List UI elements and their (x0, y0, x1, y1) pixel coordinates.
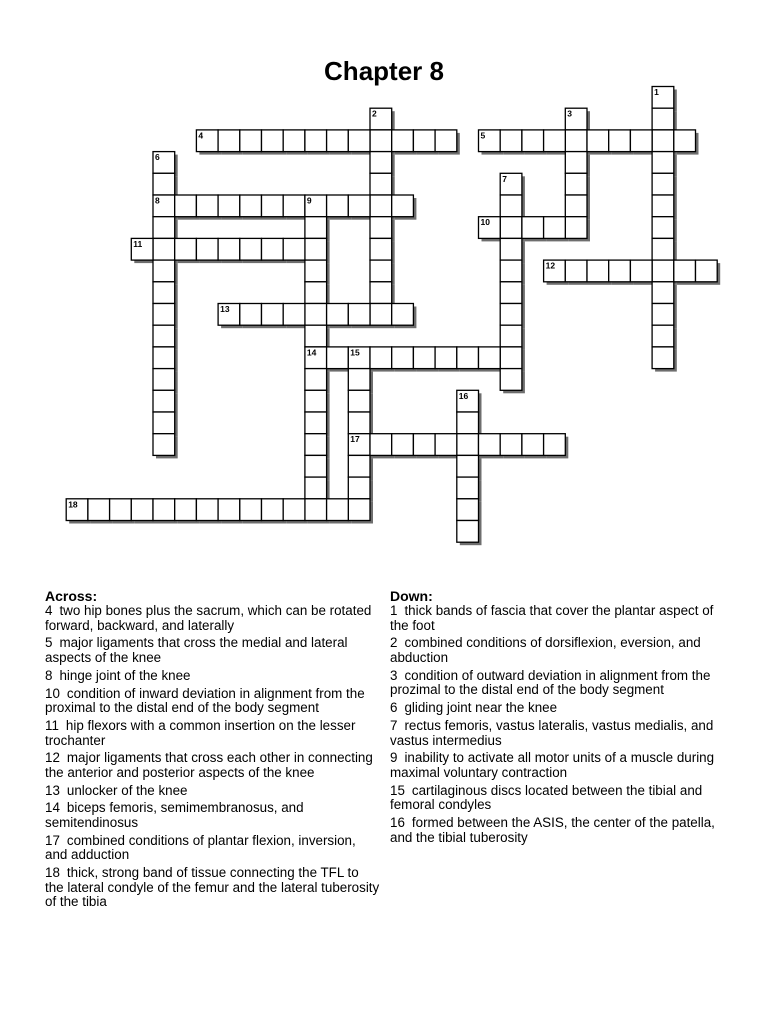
grid-cell[interactable] (630, 130, 652, 152)
grid-cell[interactable] (500, 347, 522, 369)
clue-number: 6 (390, 700, 398, 716)
down-clue (390, 751, 720, 780)
grid-cell[interactable] (500, 238, 522, 260)
across-clue (45, 866, 381, 910)
clue-text: two hip bones plus the sacrum, which can be rotated forward, backward, and laterally (45, 603, 372, 633)
grid-cell[interactable] (240, 238, 262, 260)
grid-cell[interactable] (153, 238, 175, 260)
grid-cell[interactable] (587, 130, 609, 152)
clue-number: 13 (45, 782, 60, 798)
cell-number: 5 (480, 130, 486, 141)
grid-cell[interactable] (305, 238, 327, 260)
grid-cell[interactable] (522, 217, 544, 239)
down-clue (390, 784, 720, 813)
grid-cell[interactable] (283, 304, 305, 326)
grid-cell[interactable] (88, 499, 110, 521)
grid-cell[interactable] (500, 282, 522, 304)
grid-cell[interactable] (544, 434, 566, 456)
clue-text: hip flexors with a common insertion on the lesser trochanter (45, 717, 356, 748)
grid-cell[interactable] (153, 282, 175, 304)
cell-number: 12 (545, 260, 556, 271)
grid-cell[interactable] (413, 130, 435, 152)
grid-cell[interactable] (522, 130, 544, 152)
across-clue-list (45, 604, 381, 910)
across-clue (45, 669, 381, 684)
grid-cell[interactable] (652, 347, 674, 369)
grid-cell[interactable] (457, 521, 479, 543)
clue-text: gliding joint near the knee (404, 700, 558, 716)
grid-cell[interactable] (565, 217, 587, 239)
clue-number: 14 (45, 800, 60, 816)
grid-cell[interactable] (348, 130, 370, 152)
cell-number: 16 (458, 390, 469, 401)
grid-cell[interactable] (652, 282, 674, 304)
across-clue (45, 687, 381, 716)
grid-cell[interactable] (500, 369, 522, 391)
grid-cell[interactable] (500, 130, 522, 152)
clue-number: 2 (390, 635, 398, 651)
grid-cell[interactable] (370, 238, 392, 260)
clue-number: 8 (45, 667, 53, 683)
cell-number: 18 (68, 499, 78, 510)
grid-cell[interactable] (457, 347, 479, 369)
clue-number: 11 (45, 717, 59, 733)
cell-number: 17 (350, 434, 360, 445)
grid-cell[interactable] (457, 434, 479, 456)
grid-cell[interactable] (500, 260, 522, 282)
grid-cell[interactable] (305, 282, 327, 304)
grid-cell[interactable] (327, 347, 349, 369)
grid-cell[interactable] (305, 455, 327, 477)
grid-cell[interactable] (305, 130, 327, 152)
grid-cell[interactable] (153, 173, 175, 195)
grid-cell[interactable] (609, 130, 631, 152)
grid-cell[interactable] (305, 477, 327, 499)
grid-cell[interactable] (218, 130, 240, 152)
grid-cell[interactable] (370, 173, 392, 195)
grid-cell[interactable] (262, 130, 284, 152)
grid-cell[interactable] (348, 499, 370, 521)
grid-cell[interactable] (131, 499, 153, 521)
clue-number: 9 (390, 750, 398, 766)
across-clues (45, 588, 381, 913)
grid-cell[interactable] (370, 304, 392, 326)
clue-number: 17 (45, 832, 60, 848)
clue-number: 12 (45, 750, 60, 766)
cell-number: 10 (480, 217, 490, 228)
down-clue (390, 669, 720, 698)
across-clue (45, 751, 381, 780)
cell-number: 7 (502, 173, 507, 184)
grid-cell[interactable] (370, 152, 392, 174)
grid-cell[interactable] (305, 369, 327, 391)
grid-cell[interactable] (652, 304, 674, 326)
grid-cell[interactable] (283, 238, 305, 260)
down-clue (390, 636, 720, 665)
grid-cell[interactable] (652, 238, 674, 260)
grid-cell[interactable] (305, 260, 327, 282)
cell-number: 6 (155, 152, 160, 163)
grid-cell[interactable] (153, 499, 175, 521)
grid-cell[interactable] (392, 304, 414, 326)
grid-cell[interactable] (153, 304, 175, 326)
clue-text: hinge joint of the knee (59, 667, 191, 683)
grid-cell[interactable] (327, 195, 349, 217)
grid-cell[interactable] (196, 499, 218, 521)
grid-cell[interactable] (175, 499, 197, 521)
grid-cell[interactable] (500, 195, 522, 217)
clue-text: unlocker of the knee (66, 782, 188, 798)
grid-cell[interactable] (413, 434, 435, 456)
across-heading: Across: (45, 588, 98, 604)
cell-number: 8 (155, 195, 160, 206)
grid-cell[interactable] (370, 347, 392, 369)
grid-cell[interactable] (609, 260, 631, 282)
grid-cell[interactable] (305, 412, 327, 434)
down-clue-list (390, 604, 720, 845)
grid-cell[interactable] (327, 499, 349, 521)
grid-cell[interactable] (370, 434, 392, 456)
grid-cell[interactable] (652, 108, 674, 130)
grid-cell[interactable] (479, 347, 501, 369)
clue-text: rectus femoris, vastus lateralis, vastus medialis, and vastus intermedius (390, 717, 714, 748)
grid-cell[interactable] (305, 304, 327, 326)
grid-cell[interactable] (457, 499, 479, 521)
grid-cell[interactable] (348, 455, 370, 477)
grid-cell[interactable] (457, 412, 479, 434)
grid-cell[interactable] (392, 195, 414, 217)
grid-cell[interactable] (240, 499, 262, 521)
clue-text: combined conditions of plantar flexion, inversion, and adduction (45, 832, 356, 863)
grid-cell[interactable] (240, 304, 262, 326)
down-clue (390, 719, 720, 748)
grid-cell[interactable] (305, 499, 327, 521)
grid-cell[interactable] (175, 238, 197, 260)
grid-cell[interactable] (348, 369, 370, 391)
grid-cell[interactable] (565, 152, 587, 174)
grid-cell[interactable] (262, 499, 284, 521)
clue-number: 7 (390, 717, 398, 733)
across-clue (45, 604, 381, 633)
grid-cell[interactable] (652, 130, 674, 152)
down-clue (390, 604, 720, 633)
clue-number: 16 (390, 815, 405, 831)
grid-cell[interactable] (674, 130, 696, 152)
grid-cell[interactable] (305, 217, 327, 239)
cell-number: 9 (306, 195, 312, 206)
grid-cell[interactable] (652, 195, 674, 217)
grid-cell[interactable] (435, 434, 457, 456)
grid-cell[interactable] (348, 195, 370, 217)
grid-cell[interactable] (240, 195, 262, 217)
grid-cell[interactable] (305, 390, 327, 412)
across-clue (45, 784, 381, 799)
grid-cell[interactable] (457, 455, 479, 477)
grid-cell[interactable] (500, 325, 522, 347)
grid-cell[interactable] (370, 195, 392, 217)
page-title: Chapter 8 (324, 56, 444, 86)
grid-cell[interactable] (652, 152, 674, 174)
grid-cell[interactable] (305, 434, 327, 456)
grid-cell[interactable] (153, 260, 175, 282)
clue-text: condition of inward deviation in alignment from the proximal to the distal end of the body segment (45, 685, 365, 716)
down-heading: Down: (390, 588, 433, 604)
grid-cell[interactable] (153, 217, 175, 239)
grid-cell[interactable] (652, 325, 674, 347)
grid-cell[interactable] (110, 499, 132, 521)
grid-cell[interactable] (370, 217, 392, 239)
grid-cell[interactable] (565, 260, 587, 282)
cell-number: 4 (198, 130, 204, 141)
grid-cell[interactable] (262, 195, 284, 217)
grid-cell[interactable] (652, 173, 674, 195)
grid-cell[interactable] (153, 369, 175, 391)
clue-number: 5 (45, 635, 53, 651)
grid-cell[interactable] (674, 260, 696, 282)
grid-cell[interactable] (500, 434, 522, 456)
grid-cell[interactable] (283, 130, 305, 152)
grid-cell[interactable] (283, 195, 305, 217)
clue-number: 1 (390, 603, 398, 618)
across-clue (45, 719, 381, 748)
cell-number: 14 (306, 347, 317, 358)
grid-cell[interactable] (262, 304, 284, 326)
clue-text: biceps femoris, semimembranosus, and semitendinosus (45, 800, 304, 831)
grid-cell[interactable] (218, 238, 240, 260)
clue-text: thick bands of fascia that cover the plantar aspect of the foot (390, 603, 714, 633)
clue-number: 18 (45, 865, 60, 881)
grid-cell[interactable] (565, 173, 587, 195)
cell-number: 15 (350, 347, 360, 358)
grid-cell[interactable] (435, 130, 457, 152)
down-clue (390, 701, 720, 716)
grid-cell[interactable] (240, 130, 262, 152)
grid-cell[interactable] (544, 217, 566, 239)
grid-cell[interactable] (565, 130, 587, 152)
cell-number: 13 (220, 304, 230, 314)
grid-cell[interactable] (565, 195, 587, 217)
clue-text: combined conditions of dorsiflexion, eversion, and abduction (390, 635, 701, 665)
clue-text: inability to activate all motor units of a muscle during maximal voluntary contraction (390, 750, 715, 780)
grid-cell[interactable] (262, 238, 284, 260)
grid-cell[interactable] (348, 477, 370, 499)
grid-cell[interactable] (392, 130, 414, 152)
grid-cell[interactable] (479, 434, 501, 456)
grid-cell[interactable] (196, 238, 218, 260)
clue-text: major ligaments that cross each other in connecting the anterior and posterior aspects of the knee (45, 750, 373, 780)
grid-cell[interactable] (153, 325, 175, 347)
grid-cell[interactable] (500, 217, 522, 239)
clue-text: formed between the ASIS, the center of the patella, and the tibial tuberosity (390, 815, 715, 845)
cell-number: 11 (133, 238, 143, 249)
grid-cell[interactable] (305, 325, 327, 347)
grid-cell[interactable] (544, 130, 566, 152)
clue-text: condition of outward deviation in alignment from the prozimal to the distal end of the body segment (390, 667, 711, 698)
grid-cell[interactable] (196, 195, 218, 217)
grid-cell[interactable] (153, 434, 175, 456)
grid-cell[interactable] (348, 412, 370, 434)
grid-cell[interactable] (413, 347, 435, 369)
grid-cell[interactable] (652, 217, 674, 239)
grid-cell[interactable] (283, 499, 305, 521)
grid-cell[interactable] (327, 130, 349, 152)
down-clue (390, 816, 720, 845)
grid-cell[interactable] (587, 260, 609, 282)
grid-cell[interactable] (457, 477, 479, 499)
clue-number: 3 (390, 667, 398, 683)
grid-cell[interactable] (522, 434, 544, 456)
grid-cell[interactable] (153, 347, 175, 369)
grid-cell[interactable] (153, 412, 175, 434)
grid-cell[interactable] (153, 390, 175, 412)
clue-text: thick, strong band of tissue connecting the TFL to the lateral condyle of the femur and the lateral tuberosity of the tibia (45, 865, 380, 910)
clue-number: 10 (45, 685, 60, 701)
grid-cell[interactable] (175, 195, 197, 217)
clue-text: major ligaments that cross the medial and lateral aspects of the knee (45, 635, 348, 665)
cell-number: 2 (372, 108, 377, 119)
grid-cell[interactable] (370, 282, 392, 304)
clue-number: 4 (45, 603, 53, 618)
grid-cell[interactable] (392, 347, 414, 369)
grid-cell[interactable] (348, 304, 370, 326)
grid-cell[interactable] (630, 260, 652, 282)
grid-cell[interactable] (218, 499, 240, 521)
grid-cell[interactable] (696, 260, 718, 282)
clue-text: cartilaginous discs located between the tibial and femoral condyles (390, 782, 703, 813)
down-clues (390, 588, 720, 848)
grid-cell[interactable] (218, 195, 240, 217)
clue-number: 15 (390, 782, 405, 798)
grid-cell[interactable] (652, 260, 674, 282)
cell-number: 3 (567, 108, 573, 119)
grid-cell[interactable] (370, 260, 392, 282)
across-clue (45, 834, 381, 863)
grid-cell[interactable] (348, 390, 370, 412)
across-clue (45, 636, 381, 665)
grid-cell[interactable] (500, 304, 522, 326)
grid-cell[interactable] (327, 304, 349, 326)
grid-cell[interactable] (392, 434, 414, 456)
across-clue (45, 801, 381, 830)
grid-cell[interactable] (370, 130, 392, 152)
grid-cell[interactable] (435, 347, 457, 369)
cell-number: 1 (654, 87, 659, 97)
